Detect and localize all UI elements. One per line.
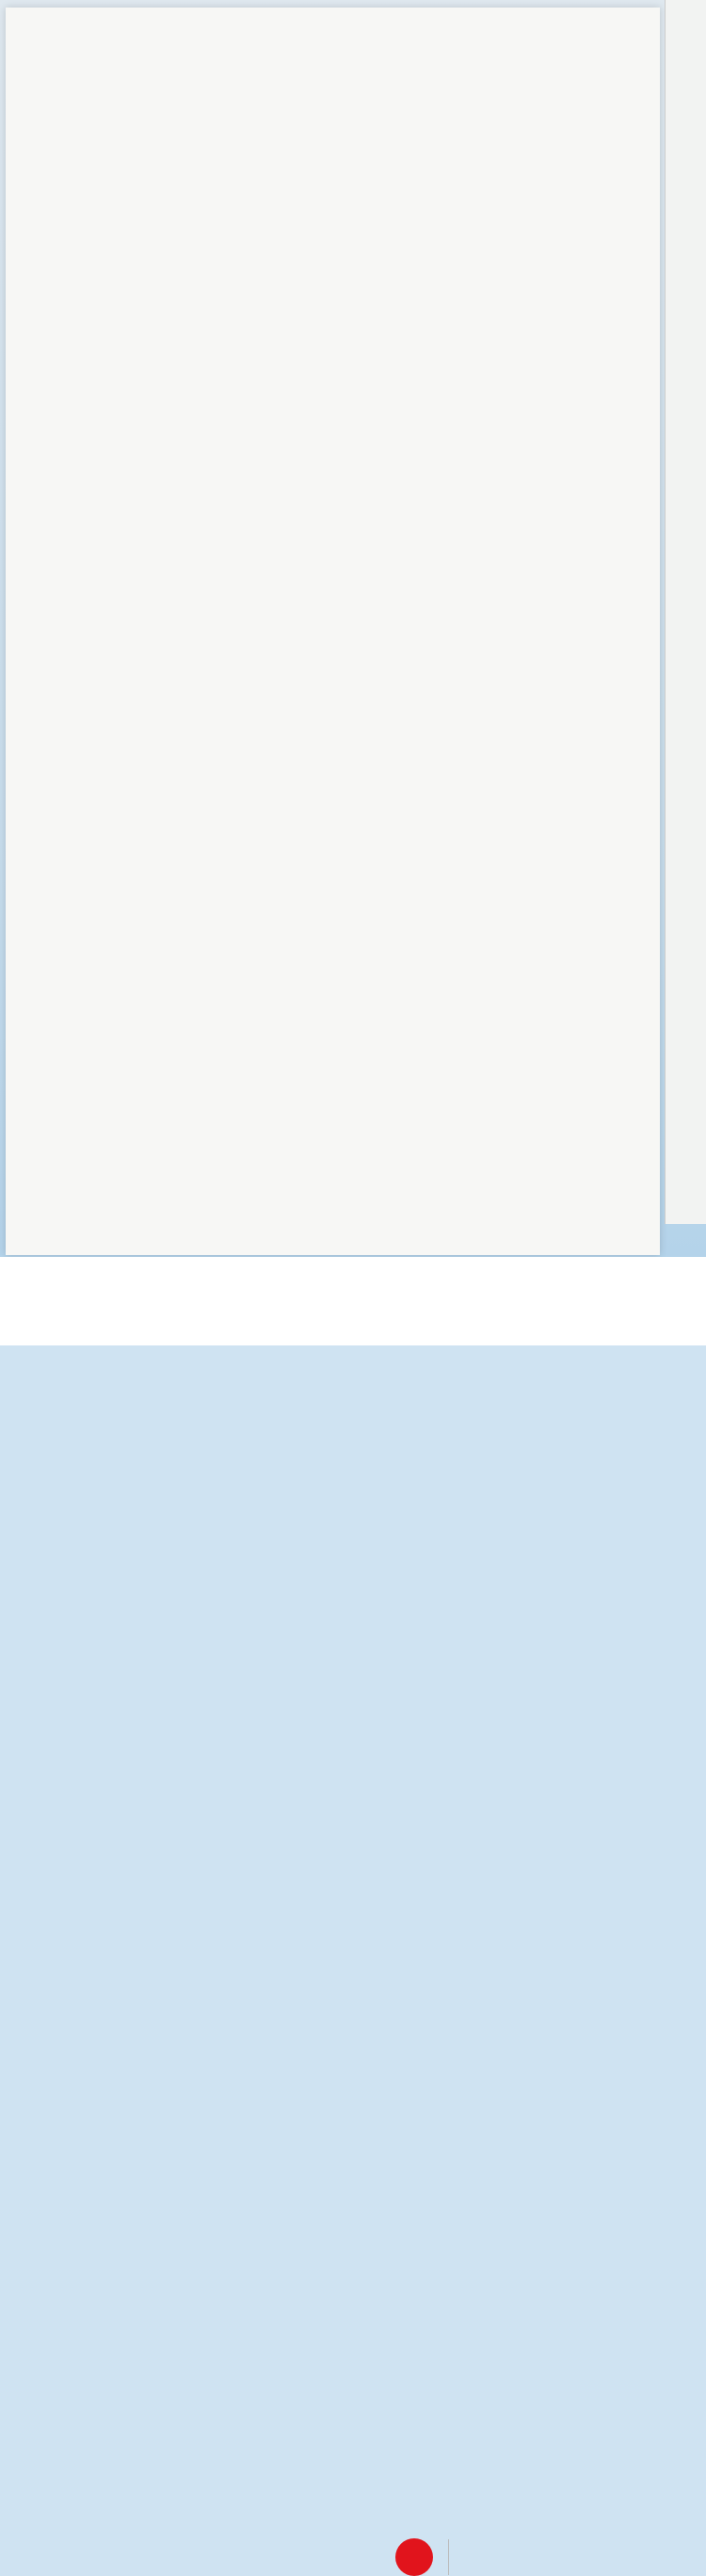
photo-background xyxy=(0,0,706,1257)
leica-logo-icon xyxy=(395,2538,433,2576)
watermark-divider xyxy=(448,2539,449,2575)
table-grid xyxy=(0,0,706,1257)
camera-watermark-bar xyxy=(0,1257,706,1345)
